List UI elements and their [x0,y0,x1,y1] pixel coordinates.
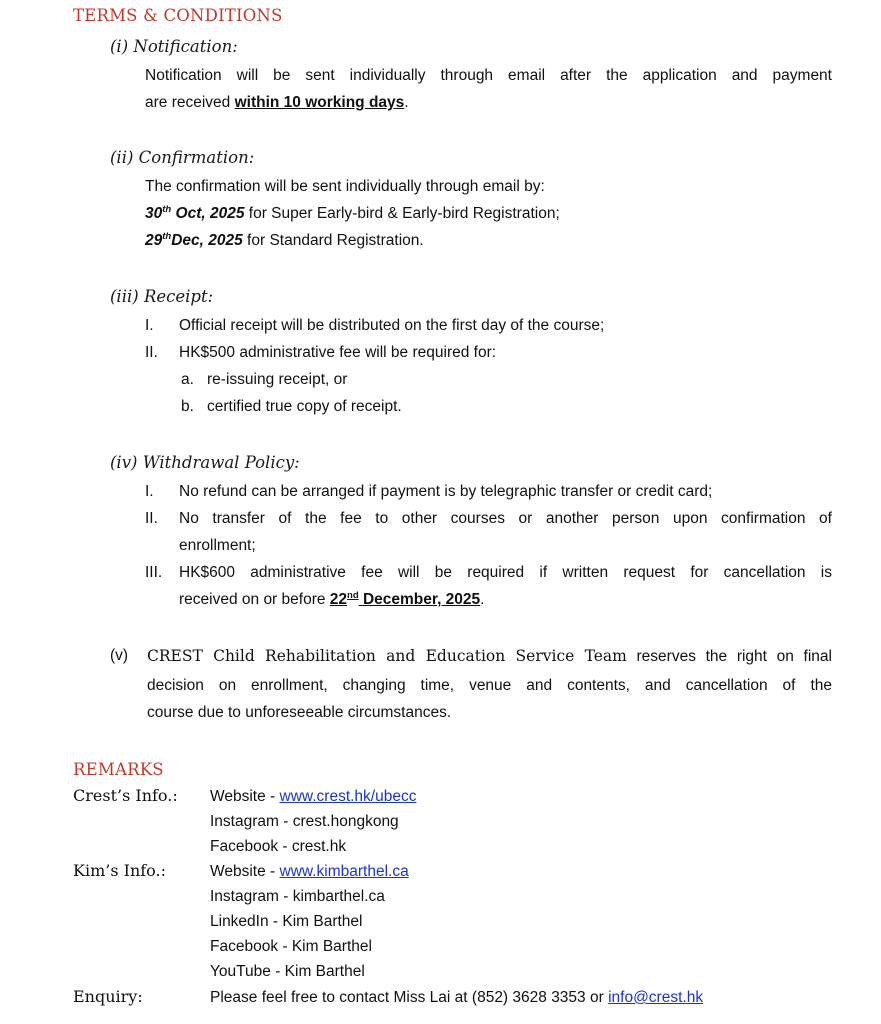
withdrawal-item-3-line-2 [179,590,484,610]
crest-clause-line-2: decision on enrollment, changing time, venue and contents, and cancellation of the [147,677,832,694]
notification-title: (i) Notification: [110,37,238,56]
terms-heading: TERMS & CONDITIONS [73,6,283,25]
receipt-item-a: re-issuing receipt, or [207,371,348,388]
crest-facebook: Facebook - crest.hk [210,838,347,855]
crest-website [210,787,416,807]
crest-info-label: Crest’s Info.: [73,786,178,805]
withdrawal-num-2: II. [145,510,158,527]
withdrawal-item-2-line-2: enrollment; [179,537,256,554]
crest-name: CREST Child Rehabilitation and Education Service Team [147,647,627,665]
confirmation-intro: The confirmation will be sent individually through email by: [145,178,545,195]
withdrawal-deadline-day: 22 [329,591,348,608]
confirmation-date-1 [145,204,560,224]
crest-clause-line-1-rest: reserves the right on final [626,648,832,665]
withdrawal-deadline-sup: nd [347,589,359,601]
crest-website-prefix: Website - [210,788,280,805]
crest-clause-num: (v) [110,647,129,664]
kim-youtube: YouTube - Kim Barthel [210,963,365,980]
confirmation-date-1-day: 30 [145,205,163,222]
receipt-num-2: II. [145,344,158,361]
withdrawal-num-3: III. [145,564,163,581]
confirmation-date-2-day: 29 [145,232,163,249]
receipt-num-a: a. [181,371,194,388]
receipt-num-1: I. [145,317,154,334]
confirmation-date-2-text: for Standard Registration. [242,232,424,249]
confirmation-date-1-sup: th [162,203,172,215]
receipt-item-2: HK$500 administrative fee will be required for: [179,344,497,361]
crest-clause-line-3: course due to unforeseeable circumstances. [147,704,452,721]
enquiry-text-body: Please feel free to contact Miss Lai at (852) 3628 3353 or [210,989,609,1006]
kim-facebook: Facebook - Kim Barthel [210,938,372,955]
confirmation-date-2-rest: Dec, 2025 [171,232,243,249]
kim-instagram: Instagram - kimbarthel.ca [210,888,385,905]
withdrawal-num-1: I. [145,483,154,500]
crest-instagram: Instagram - crest.hongkong [210,813,399,830]
receipt-num-b: b. [181,398,194,415]
confirmation-title: (ii) Confirmation: [110,148,255,167]
notification-line-2 [145,93,409,113]
withdrawal-item-2-line-1: No transfer of the fee to other courses or another person upon confirmation of [179,510,832,527]
withdrawal-item-3-post: . [480,591,485,608]
confirmation-date-1-text: for Super Early-bird & Early-bird Registration; [244,205,560,222]
receipt-title: (iii) Receipt: [110,287,214,306]
enquiry-text [210,988,703,1008]
withdrawal-item-3-line-1: HK$600 administrative fee will be required if written request for cancellation is [179,564,832,581]
kim-linkedin: LinkedIn - Kim Barthel [210,913,363,930]
notification-line-1: Notification will be sent individually through email after the application and payment [145,67,832,84]
withdrawal-deadline-rest: December, 2025 [358,591,481,608]
withdrawal-item-1: No refund can be arranged if payment is by telegraphic transfer or credit card; [179,483,713,500]
kim-website [210,862,409,882]
confirmation-date-2-sup: th [162,230,172,242]
notification-deadline: within 10 working days [234,94,405,111]
crest-clause-line-1 [147,646,832,667]
kim-info-label: Kim’s Info.: [73,861,166,880]
enquiry-email-link[interactable]: info@crest.hk [608,989,704,1006]
withdrawal-title: (iv) Withdrawal Policy: [110,453,300,472]
confirmation-date-1-rest: Oct, 2025 [171,205,245,222]
remarks-heading: REMARKS [73,760,164,779]
notification-line-2-pre: are received [145,94,235,111]
kim-website-link[interactable]: www.kimbarthel.ca [279,863,409,880]
receipt-item-1: Official receipt will be distributed on the first day of the course; [179,317,605,334]
crest-website-link[interactable]: www.crest.hk/ubecc [279,788,417,805]
confirmation-date-2 [145,231,424,251]
withdrawal-item-3-pre: received on or before [179,591,330,608]
notification-line-2-post: . [404,94,409,111]
kim-website-prefix: Website - [210,863,280,880]
enquiry-label: Enquiry: [73,987,143,1006]
receipt-item-b: certified true copy of receipt. [207,398,402,415]
